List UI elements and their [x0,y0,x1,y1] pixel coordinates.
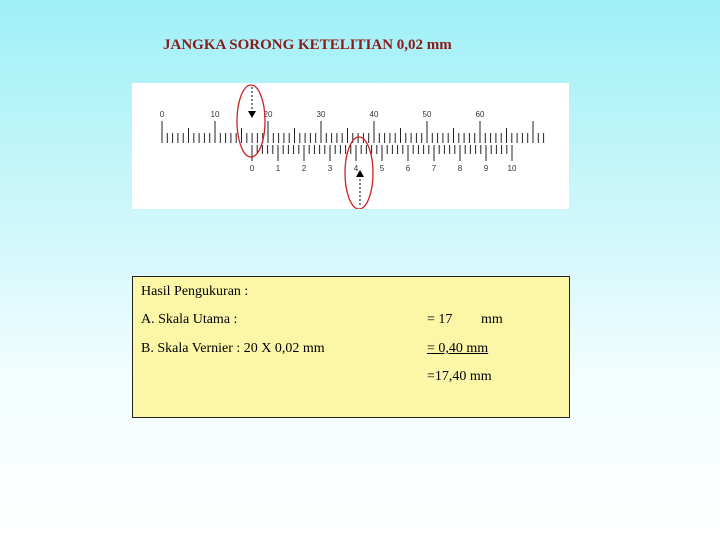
main-tick-label: 10 [210,110,220,119]
vernier-scale-label: B. Skala Vernier : 20 X 0,02 mm [141,341,325,356]
result-heading: Hasil Pengukuran : [141,284,249,299]
main-scale-highlight-ellipse [237,85,265,157]
measurement-result-panel [132,276,570,418]
main-tick-label: 60 [475,110,485,119]
vernier-tick-label: 10 [507,164,517,173]
vernier-tick-label: 8 [457,164,463,173]
main-pointer-arrowhead [248,111,256,118]
main-tick-label: 0 [159,110,165,119]
vernier-scale-image [132,83,569,209]
vernier-tick-label: 4 [353,164,359,173]
vernier-tick-label: 1 [275,164,281,173]
vernier-scale-labels [250,164,517,173]
main-tick-label: 20 [263,110,273,119]
page-title: JANGKA SORONG KETELITIAN 0,02 mm [163,37,452,53]
vernier-tick-label: 7 [431,164,437,173]
vernier-tick-label: 3 [327,164,333,173]
main-scale-value: = 17 [427,312,453,327]
total-result: =17,40 mm [427,369,492,384]
main-scale-unit: mm [481,312,503,327]
vernier-tick-label: 9 [483,164,489,173]
vernier-tick-label: 6 [405,164,411,173]
main-tick-label: 50 [422,110,432,119]
main-scale-label: A. Skala Utama : [141,312,238,327]
main-tick-label: 40 [369,110,379,119]
vernier-tick-label: 0 [249,164,255,173]
vernier-tick-label: 2 [301,164,307,173]
vernier-scale-drawing [132,83,569,209]
vernier-scale-value: = 0,40 mm [427,341,489,356]
vernier-scale-ticks [252,145,512,161]
main-scale-labels [160,110,485,119]
main-tick-label: 30 [316,110,326,119]
vernier-tick-label: 5 [379,164,385,173]
